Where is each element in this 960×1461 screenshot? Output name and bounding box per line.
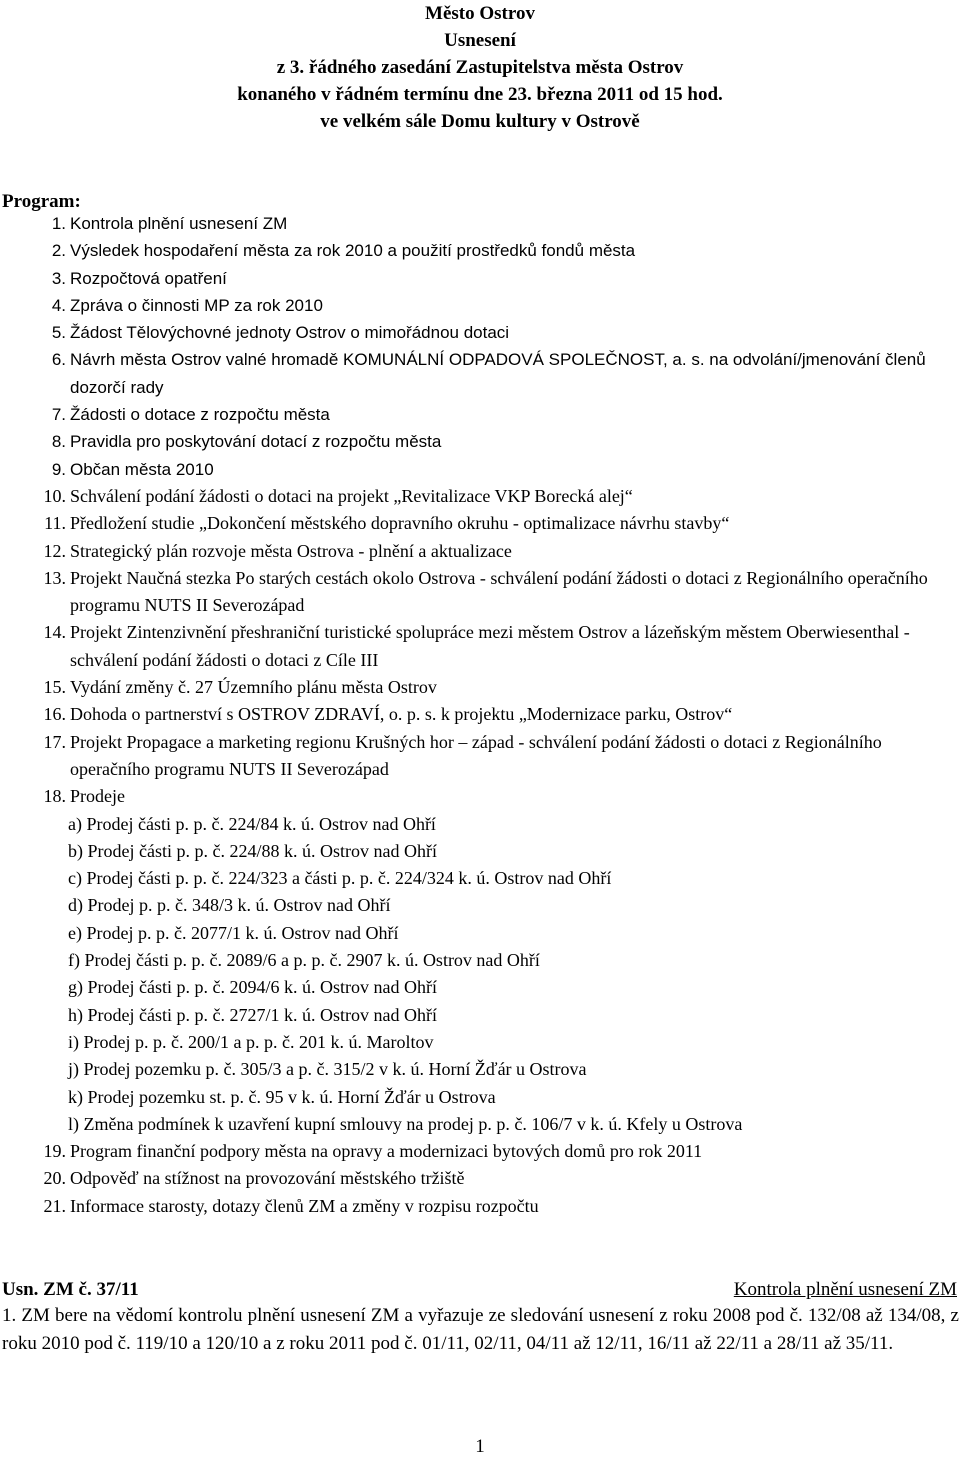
page-number: 1 bbox=[475, 1436, 485, 1457]
sale-subitem: j) Prodej pozemku p. č. 305/3 a p. č. 315/2 v k. ú. Horní Žďár u Ostrova bbox=[68, 1059, 587, 1080]
program-item: 19. Program finanční podpory města na opravy a modernizaci bytových domů pro rok 2011 bbox=[43, 1141, 703, 1162]
sale-subitem: f) Prodej části p. p. č. 2089/6 a p. p. č. 2907 k. ú. Ostrov nad Ohří bbox=[68, 950, 540, 971]
resolution-text: 1. ZM bere na vědomí kontrolu plnění usnesení ZM a vyřazuje ze sledování usnesení z roku 2008 pod č. 132/08 až 134/08, z roku 2010 pod č. 119/10 a 120/10 a z roku 2011 pod č. 01/11, 02/11, 04/11 až 12/11, 16/11 až 22/11 a 28/11 až 35/11. bbox=[2, 1305, 959, 1354]
resolution-title: Kontrola plnění usnesení ZM bbox=[733, 1279, 957, 1300]
program-item: 8. Pravidla pro poskytování dotací z rozpočtu města bbox=[51, 432, 442, 452]
session-date: konaného v řádném termínu dne 23. března 2011 od 15 hod. bbox=[237, 84, 723, 105]
sale-subitem: b) Prodej části p. p. č. 224/88 k. ú. Ostrov nad Ohří bbox=[68, 840, 437, 861]
program-item: 7. Žádosti o dotace z rozpočtu města bbox=[51, 405, 330, 425]
city-name: Město Ostrov bbox=[425, 3, 535, 24]
program-item: 18. Prodeje bbox=[43, 786, 125, 807]
program-item: 16. Dohoda o partnerství s OSTROV ZDRAVÍ, o. p. s. k projektu „Modernizace parku, Ostrov“ bbox=[43, 704, 733, 725]
sale-subitem: a) Prodej části p. p. č. 224/84 k. ú. Ostrov nad Ohří bbox=[68, 813, 436, 834]
program-item: 13. Projekt Naučná stezka Po starých cestách okolo Ostrova - schválení podání žádosti o dotaci z Regionálního operačního programu NUTS II Severozápad bbox=[43, 567, 928, 616]
program-item: 9. Občan města 2010 bbox=[51, 459, 214, 479]
sale-subitem: g) Prodej části p. p. č. 2094/6 k. ú. Ostrov nad Ohří bbox=[68, 977, 437, 998]
program-item: 3. Rozpočtová opatření bbox=[51, 268, 227, 288]
sale-subitem: c) Prodej části p. p. č. 224/323 a části p. p. č. 224/324 k. ú. Ostrov nad Ohří bbox=[68, 868, 612, 889]
sale-subitem: l) Změna podmínek k uzavření kupní smlouvy na prodej p. p. č. 106/7 v k. ú. Kfely u Ostrova bbox=[68, 1113, 743, 1134]
program-item: 20. Odpověď na stížnost na provozování městského tržiště bbox=[43, 1168, 465, 1189]
document-header bbox=[0, 0, 960, 135]
sale-subitem: d) Prodej p. p. č. 348/3 k. ú. Ostrov nad Ohří bbox=[68, 895, 391, 916]
document-type: Usnesení bbox=[444, 30, 516, 51]
program-item: 15. Vydání změny č. 27 Územního plánu města Ostrov bbox=[43, 677, 437, 698]
program-item: 14. Projekt Zintenzivnění přeshraniční turistické spolupráce mezi městem Ostrov a lázeňským městem Oberwiesenthal - schválení podání žádosti o dotaci z Cíle III bbox=[43, 622, 910, 670]
program-item: 6. Návrh města Ostrov valné hromadě KOMUNÁLNÍ ODPADOVÁ SPOLEČNOST, a. s. na odvolání/jmenování členů dozorčí rady bbox=[51, 350, 926, 397]
sale-subitem: i) Prodej p. p. č. 200/1 a p. p. č. 201 k. ú. Maroltov bbox=[68, 1031, 434, 1052]
program-item: 1. Kontrola plnění usnesení ZM bbox=[51, 214, 288, 233]
sale-subitem: h) Prodej části p. p. č. 2727/1 k. ú. Ostrov nad Ohří bbox=[68, 1004, 437, 1025]
program-item: 4. Zpráva o činnosti MP za rok 2010 bbox=[51, 295, 323, 315]
sale-subitem: k) Prodej pozemku st. p. č. 95 v k. ú. Horní Žďár u Ostrova bbox=[68, 1086, 496, 1107]
sale-subitem: e) Prodej p. p. č. 2077/1 k. ú. Ostrov nad Ohří bbox=[68, 922, 399, 943]
program-item: 12. Strategický plán rozvoje města Ostrova - plnění a aktualizace bbox=[43, 540, 512, 561]
program-item: 17. Projekt Propagace a marketing regionu Krušných hor – západ - schválení podání žádosti o dotaci z Regionálního operačního programu NUTS II Severozápad bbox=[43, 731, 882, 779]
program-item: 11. Předložení studie „Dokončení městského dopravního okruhu - optimalizace návrhu stavby“ bbox=[44, 513, 730, 534]
resolution-number: Usn. ZM č. 37/11 bbox=[2, 1279, 139, 1300]
program-list bbox=[2, 210, 957, 1220]
resolution-heading bbox=[2, 1278, 957, 1302]
session-title: z 3. řádného zasedání Zastupitelstva města Ostrov bbox=[276, 57, 684, 78]
program-item: 5. Žádost Tělovýchovné jednoty Ostrov o mimořádnou dotaci bbox=[51, 323, 510, 343]
program-item: 21. Informace starosty, dotazy členů ZM a změny v rozpisu rozpočtu bbox=[43, 1195, 539, 1216]
program-item: 2. Výsledek hospodaření města za rok 2010 a použití prostředků fondů města bbox=[51, 241, 636, 261]
program-item: 10. Schválení podání žádosti o dotaci na projekt „Revitalizace VKP Borecká alej“ bbox=[43, 485, 633, 506]
session-venue: ve velkém sále Domu kultury v Ostrově bbox=[320, 111, 640, 132]
program-label: Program: bbox=[2, 191, 81, 212]
